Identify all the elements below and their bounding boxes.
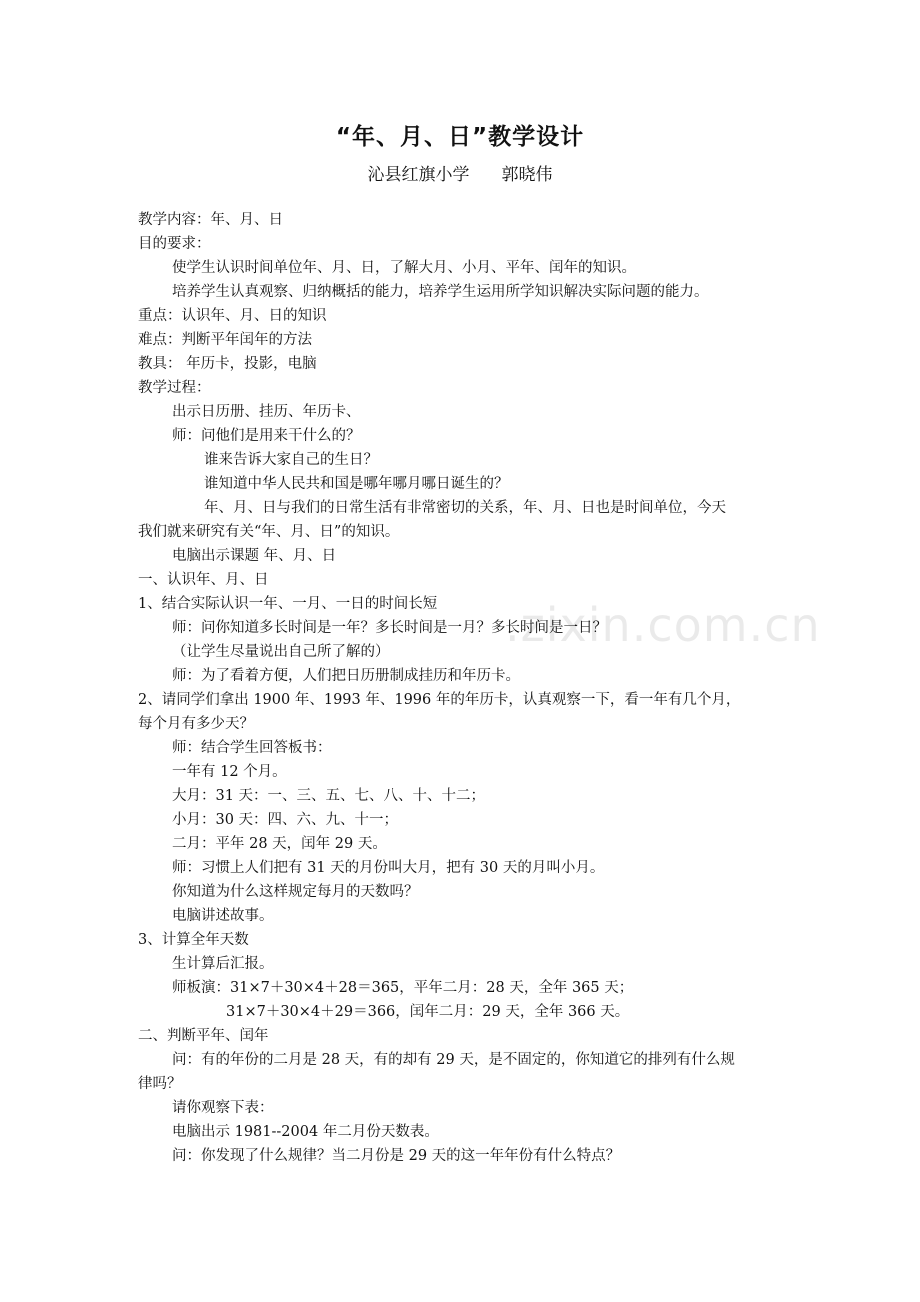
paragraph-line: 问：有的年份的二月是 28 天，有的却有 29 天，是不固定的，你知道它的排列有什么规: [172, 1052, 735, 1068]
subsection-heading: 2、请同学们拿出 1900 年、1993 年、1996 年的年历卡，认真观察一下，看一年有几个月，: [138, 692, 741, 708]
process-label: 教学过程：: [138, 380, 211, 396]
paragraph-line: 一年有 12 个月。: [172, 764, 287, 780]
author-line: [0, 160, 920, 185]
document-title: “年、月、日”教学设计: [335, 124, 585, 150]
paragraph-line: 问：你发现了什么规律？当二月份是 29 天的这一年年份有什么特点？: [172, 1148, 621, 1164]
teaching-aids: 教具： 年历卡，投影，电脑: [138, 356, 317, 372]
paragraph-line: 谁知道中华人民共和国是哪年哪月哪日诞生的？: [204, 476, 509, 492]
objective-2: 培养学生认真观察、归纳概括的能力，培养学生运用所学知识解决实际问题的能力。: [172, 284, 709, 300]
subsection-heading: 1、结合实际认识一年、一月、一日的时间长短: [138, 596, 438, 612]
difficulty: 难点：判断平年闰年的方法: [138, 332, 312, 348]
objective-1: 使学生认识时间单位年、月、日，了解大月、小月、平年、闰年的知识。: [172, 260, 636, 276]
paragraph-line: 律吗？: [138, 1076, 182, 1092]
paragraph-line: 师：问他们是用来干什么的？: [172, 428, 361, 444]
paragraph-line: 师：结合学生回答板书：: [172, 740, 332, 756]
paragraph-line: 师：习惯上人们把有 31 天的月份叫大月，把有 30 天的月叫小月。: [172, 860, 605, 876]
paragraph-line: 电脑出示 1981--2004 年二月份天数表。: [172, 1124, 439, 1140]
paragraph-line: 电脑讲述故事。: [172, 908, 274, 924]
paragraph-line: 师：问你知道多长时间是一年？多长时间是一月？多长时间是一日？: [172, 620, 607, 636]
paragraph-line: 小月：30 天：四、六、九、十一；: [172, 812, 399, 828]
paragraph-line: 每个月有多少天？: [138, 716, 254, 732]
paragraph-line: 你知道为什么这样规定每月的天数吗？: [172, 884, 419, 900]
paragraph-line: 谁来告诉大家自己的生日？: [204, 452, 378, 468]
watermark: .zixin.com.cn: [505, 598, 821, 652]
paragraph-line: 师：为了看着方便，人们把日历册制成挂历和年历卡。: [172, 668, 520, 684]
content-label: 教学内容：年、月、日: [138, 212, 283, 228]
paragraph-line: 电脑出示课题 年、月、日: [172, 548, 337, 564]
paragraph-line: 年、月、日与我们的日常生活有非常密切的关系，年、月、日也是时间单位，今天: [204, 500, 726, 516]
paragraph-line: 请你观察下表：: [172, 1100, 274, 1116]
author-name: 郭晓伟: [501, 165, 553, 185]
key-point: 重点：认识年、月、日的知识: [138, 308, 327, 324]
section-heading: 一、认识年、月、日: [138, 572, 269, 588]
author-school: 沁县红旗小学: [367, 165, 470, 185]
paragraph-line: 31×7＋30×4＋29＝366，闰年二月：29 天，全年 366 天。: [226, 1004, 630, 1020]
section-heading: 二、判断平年、闰年: [138, 1028, 269, 1044]
paragraph-line: （让学生尽量说出自己所了解的）: [172, 644, 390, 660]
paragraph-line: 师板演：31×7＋30×4＋28＝365，平年二月：28 天，全年 365 天；: [172, 980, 634, 996]
objectives-label: 目的要求：: [138, 236, 211, 252]
paragraph-line: 出示日历册、挂历、年历卡、: [172, 404, 361, 420]
paragraph-line: 大月：31 天：一、三、五、七、八、十、十二；: [172, 788, 486, 804]
paragraph-line: 我们就来研究有关“年、月、日”的知识。: [138, 524, 400, 540]
paragraph-line: 二月：平年 28 天，闰年 29 天。: [172, 836, 387, 852]
paragraph-line: 生计算后汇报。: [172, 956, 274, 972]
subsection-heading: 3、计算全年天数: [138, 932, 249, 948]
